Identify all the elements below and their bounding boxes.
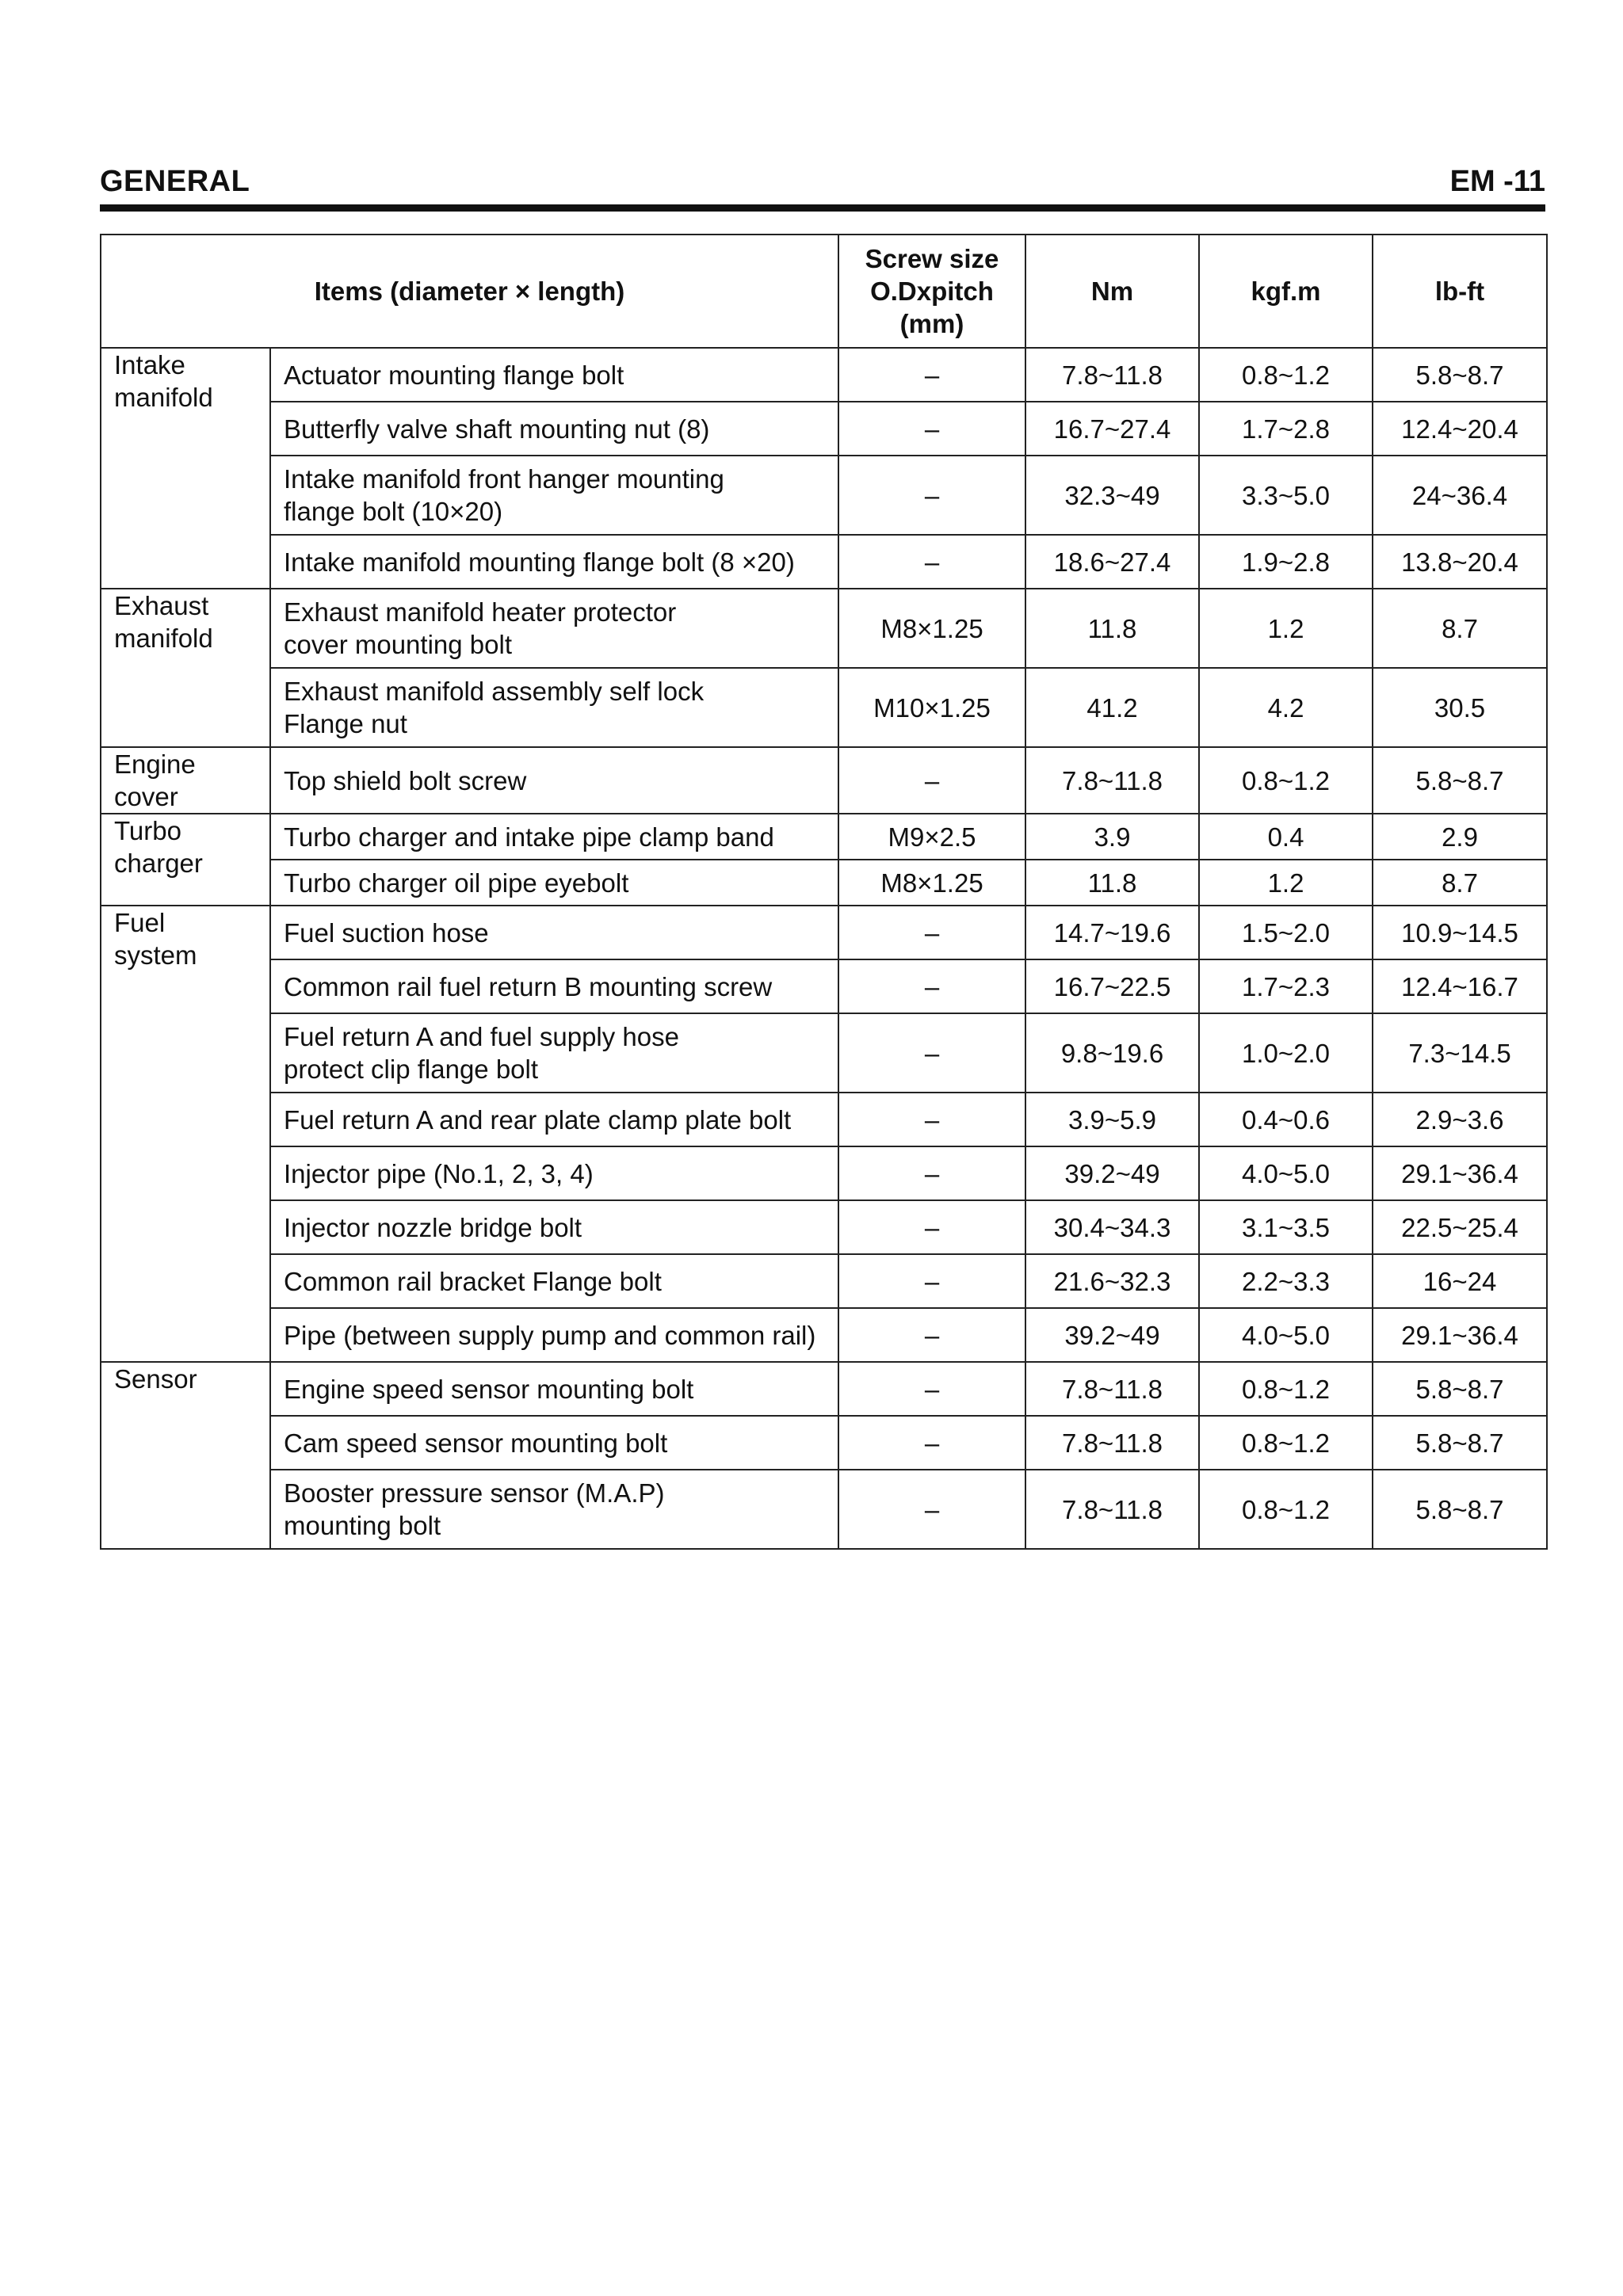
item-name-line: Injector nozzle bridge bolt [284,1212,582,1242]
table-row [101,1093,1547,1146]
nm-cell: 39.2~49 [1025,1146,1199,1200]
nm-cell: 39.2~49 [1025,1308,1199,1362]
screw-size-cell: – [838,456,1025,535]
screw-size-cell: – [838,1308,1025,1362]
item-name [270,402,838,456]
lbft-cell: 5.8~8.7 [1373,348,1547,402]
lbft-cell: 13.8~20.4 [1373,535,1547,589]
lbft-cell: 30.5 [1373,668,1547,747]
screw-size-cell: – [838,402,1025,456]
screw-size-cell: – [838,1254,1025,1308]
nm-cell: 11.8 [1025,860,1199,906]
screw-size-cell: – [838,959,1025,1013]
kgfm-cell: 1.0~2.0 [1199,1013,1373,1093]
nm-cell: 41.2 [1025,668,1199,747]
item-name-line: Injector pipe (No.1, 2, 3, 4) [284,1158,594,1188]
item-name-line: mounting bolt [284,1511,441,1540]
item-name-line: Fuel suction hose [284,917,489,948]
lbft-cell: 29.1~36.4 [1373,1308,1547,1362]
group-label [101,1362,270,1549]
screw-size-cell: – [838,1470,1025,1549]
item-name-line: Fuel return A and rear plate clamp plate bolt [284,1104,792,1135]
nm-cell: 7.8~11.8 [1025,1416,1199,1470]
lbft-cell: 22.5~25.4 [1373,1200,1547,1254]
table-row [101,589,1547,668]
kgfm-cell: 1.2 [1199,589,1373,668]
table-row [101,456,1547,535]
item-name [270,348,838,402]
kgfm-cell: 0.8~1.2 [1199,747,1373,814]
table-row [101,1308,1547,1362]
col-header-screw-line: (mm) [899,309,964,338]
item-name [270,1308,838,1362]
table-row [101,814,1547,860]
screw-size-cell: M8×1.25 [838,860,1025,906]
lbft-cell: 12.4~16.7 [1373,959,1547,1013]
item-name [270,1362,838,1416]
screw-size-cell: – [838,1093,1025,1146]
table-row [101,959,1547,1013]
item-name-line: Intake manifold mounting flange bolt (8 ×20) [284,547,795,577]
nm-cell: 30.4~34.3 [1025,1200,1199,1254]
item-name [270,1416,838,1470]
table-row [101,1200,1547,1254]
table-row [101,1013,1547,1093]
col-header-kgfm: kgf.m [1199,235,1373,348]
item-name [270,906,838,959]
table-row [101,1254,1547,1308]
lbft-cell: 5.8~8.7 [1373,747,1547,814]
item-name-line: Butterfly valve shaft mounting nut (8) [284,414,710,444]
screw-size-cell: – [838,348,1025,402]
kgfm-cell: 4.0~5.0 [1199,1308,1373,1362]
item-name-line: cover mounting bolt [284,630,512,659]
table-row [101,402,1547,456]
group-label [101,348,270,589]
item-name-line: Common rail bracket Flange bolt [284,1266,662,1296]
group-label-line: charger [114,849,203,878]
item-name [270,959,838,1013]
table-row [101,1146,1547,1200]
lbft-cell: 8.7 [1373,589,1547,668]
kgfm-cell: 1.5~2.0 [1199,906,1373,959]
lbft-cell: 2.9~3.6 [1373,1093,1547,1146]
nm-cell: 18.6~27.4 [1025,535,1199,589]
kgfm-cell: 0.8~1.2 [1199,348,1373,402]
item-name [270,1470,838,1549]
item-name [270,1254,838,1308]
item-name [270,814,838,860]
section-title: GENERAL [100,165,250,198]
table-row [101,1470,1547,1549]
kgfm-cell: 0.8~1.2 [1199,1470,1373,1549]
item-name-line: Top shield bolt screw [284,765,527,795]
kgfm-cell: 1.7~2.3 [1199,959,1373,1013]
item-name-line: Fuel return A and fuel supply hose [284,1022,679,1051]
nm-cell: 9.8~19.6 [1025,1013,1199,1093]
table-row [101,906,1547,959]
lbft-cell: 7.3~14.5 [1373,1013,1547,1093]
screw-size-cell: – [838,535,1025,589]
screw-size-cell: – [838,1362,1025,1416]
item-name-line: Flange nut [284,709,407,738]
item-name [270,589,838,668]
kgfm-cell: 0.4~0.6 [1199,1093,1373,1146]
col-header-nm: Nm [1025,235,1199,348]
item-name [270,668,838,747]
lbft-cell: 5.8~8.7 [1373,1362,1547,1416]
group-label-line: Sensor [114,1364,197,1394]
kgfm-cell: 2.2~3.3 [1199,1254,1373,1308]
item-name-line: Engine speed sensor mounting bolt [284,1374,694,1404]
table-body [101,348,1547,1549]
table-row [101,1362,1547,1416]
table-header-row [101,235,1547,348]
lbft-cell: 10.9~14.5 [1373,906,1547,959]
table-row [101,860,1547,906]
screw-size-cell: M10×1.25 [838,668,1025,747]
item-name [270,535,838,589]
group-label-line: Turbo [114,816,181,845]
lbft-cell: 5.8~8.7 [1373,1416,1547,1470]
table-row [101,1416,1547,1470]
item-name-line: Actuator mounting flange bolt [284,360,624,390]
nm-cell: 7.8~11.8 [1025,1362,1199,1416]
screw-size-cell: – [838,1146,1025,1200]
group-label-line: manifold [114,383,213,412]
header-rule [100,204,1545,212]
col-header-items: Items (diameter × length) [101,235,838,348]
kgfm-cell: 1.2 [1199,860,1373,906]
kgfm-cell: 0.8~1.2 [1199,1362,1373,1416]
screw-size-cell: – [838,1416,1025,1470]
item-name-line: Turbo charger and intake pipe clamp band [284,822,774,852]
lbft-cell: 29.1~36.4 [1373,1146,1547,1200]
item-name-line: flange bolt (10×20) [284,497,503,526]
kgfm-cell: 3.1~3.5 [1199,1200,1373,1254]
item-name-line: Common rail fuel return B mounting screw [284,971,773,1001]
screw-size-cell: – [838,747,1025,814]
table-row [101,747,1547,814]
group-label [101,589,270,747]
col-header-lbft: lb-ft [1373,235,1547,348]
kgfm-cell: 4.0~5.0 [1199,1146,1373,1200]
table-row [101,348,1547,402]
item-name [270,747,838,814]
item-name [270,1093,838,1146]
lbft-cell: 12.4~20.4 [1373,402,1547,456]
group-label-line: Engine [114,749,196,779]
nm-cell: 11.8 [1025,589,1199,668]
group-label [101,906,270,1362]
nm-cell: 3.9 [1025,814,1199,860]
kgfm-cell: 4.2 [1199,668,1373,747]
lbft-cell: 8.7 [1373,860,1547,906]
item-name-line: protect clip flange bolt [284,1055,539,1084]
screw-size-cell: M8×1.25 [838,589,1025,668]
group-label [101,747,270,814]
torque-spec-table [100,234,1548,1550]
kgfm-cell: 0.8~1.2 [1199,1416,1373,1470]
item-name-line: Exhaust manifold assembly self lock [284,677,705,706]
col-header-screw-line: Screw size [865,244,999,273]
page-number: EM -11 [1449,165,1545,198]
nm-cell: 14.7~19.6 [1025,906,1199,959]
group-label-line: system [114,940,197,970]
nm-cell: 7.8~11.8 [1025,348,1199,402]
screw-size-cell: – [838,1200,1025,1254]
lbft-cell: 5.8~8.7 [1373,1470,1547,1549]
group-label-line: Fuel [114,908,166,937]
col-header-screw-size [838,235,1025,348]
item-name-line: Intake manifold front hanger mounting [284,464,724,494]
item-name [270,860,838,906]
item-name-line: Pipe (between supply pump and common rail) [284,1320,816,1350]
page-header [100,162,1545,209]
nm-cell: 32.3~49 [1025,456,1199,535]
lbft-cell: 24~36.4 [1373,456,1547,535]
nm-cell: 7.8~11.8 [1025,1470,1199,1549]
nm-cell: 16.7~27.4 [1025,402,1199,456]
nm-cell: 7.8~11.8 [1025,747,1199,814]
group-label [101,814,270,906]
kgfm-cell: 0.4 [1199,814,1373,860]
screw-size-cell: – [838,1013,1025,1093]
item-name [270,1146,838,1200]
screw-size-cell: M9×2.5 [838,814,1025,860]
item-name [270,1200,838,1254]
kgfm-cell: 1.9~2.8 [1199,535,1373,589]
item-name-line: Exhaust manifold heater protector [284,597,677,627]
nm-cell: 3.9~5.9 [1025,1093,1199,1146]
item-name [270,1013,838,1093]
lbft-cell: 16~24 [1373,1254,1547,1308]
table-row [101,535,1547,589]
group-label-line: manifold [114,624,213,653]
item-name-line: Booster pressure sensor (M.A.P) [284,1478,665,1508]
kgfm-cell: 3.3~5.0 [1199,456,1373,535]
item-name [270,456,838,535]
kgfm-cell: 1.7~2.8 [1199,402,1373,456]
item-name-line: Cam speed sensor mounting bolt [284,1428,668,1458]
group-label-line: Exhaust [114,591,209,620]
col-header-screw-line: O.Dxpitch [870,277,994,306]
group-label-line: cover [114,782,178,811]
table-row [101,668,1547,747]
item-name-line: Turbo charger oil pipe eyebolt [284,868,629,898]
lbft-cell: 2.9 [1373,814,1547,860]
nm-cell: 21.6~32.3 [1025,1254,1199,1308]
screw-size-cell: – [838,906,1025,959]
group-label-line: Intake [114,350,185,379]
nm-cell: 16.7~22.5 [1025,959,1199,1013]
